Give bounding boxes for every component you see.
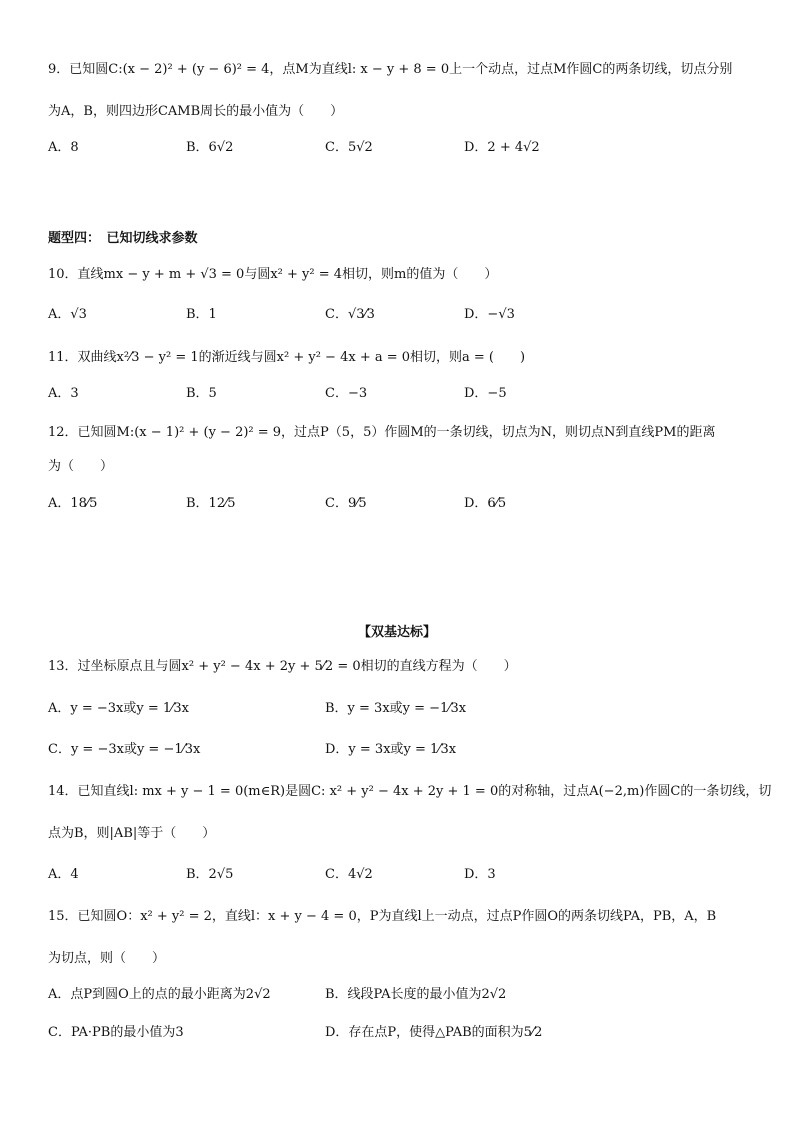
q14-options [48,866,768,896]
q15-option-a: A．点P到圆O上的点的最小距离为2√2 [48,987,271,1002]
q11-option-c: C．−3 [325,386,368,401]
q10-option-a: A．√3 [48,307,87,322]
q15-option-c: C．PA·PB的最小值为3 [48,1025,184,1040]
q10-option-c: C．√3⁄3 [325,307,375,322]
q9-option-b: B．6√2 [186,140,234,155]
q13-option-d: D．y = 3x或y = 1⁄3x [325,742,457,757]
q10-option-b: B．1 [186,307,217,322]
q14-option-c: C．4√2 [325,867,373,882]
q15-stem-line1: 15．已知圆O：x² + y² = 2，直线l：x + y − 4 = 0，P为直线l上一动点，过点P作圆O的两条切线PA，PB，A，B [48,909,717,924]
section-heading-basics: 【双基达标】 [357,625,436,640]
q12-option-b: B．12⁄5 [186,496,236,511]
q15-options-row1 [48,986,768,1016]
q9-options [48,139,768,169]
q9-option-a: A．8 [48,140,79,155]
q13-stem-line1: 13．过坐标原点且与圆x² + y² − 4x + 2y + 5⁄2 = 0相切的直线方程为（ ） [48,659,517,674]
q11-options [48,385,768,415]
q14-option-a: A．4 [48,867,79,882]
q11-option-a: A．3 [48,386,79,401]
q13-options-row1 [48,700,768,730]
q15-option-d: D．存在点P，使得△PAB的面积为5⁄2 [325,1025,543,1040]
q11-stem-line1: 11．双曲线x²⁄3 − y² = 1的渐近线与圆x² + y² − 4x + a = 0相切，则a = ( ) [48,350,526,365]
q14-stem-line2: 点为B，则|AB|等于（ ） [48,826,216,841]
q9-option-d: D．2 + 4√2 [464,140,540,155]
q9-stem-line2: 为A，B，则四边形CAMB周长的最小值为（ ） [48,104,344,119]
q13-option-c: C．y = −3x或y = −1⁄3x [48,742,201,757]
q13-option-b: B．y = 3x或y = −1⁄3x [325,701,467,716]
q9-option-c: C．5√2 [325,140,373,155]
q10-stem-line1: 10．直线mx − y + m + √3 = 0与圆x² + y² = 4相切，则m的值为（ ） [48,267,498,282]
q12-options [48,495,768,525]
q12-stem-line1: 12．已知圆M:(x − 1)² + (y − 2)² = 9，过点P（5，5）作圆M的一条切线，切点为N，则切点N到直线PM的距离 [48,425,716,440]
q14-option-d: D．3 [464,867,496,882]
q15-option-b: B．线段PA长度的最小值为2√2 [325,987,507,1002]
q9-stem-line1: 9．已知圆C:(x − 2)² + (y − 6)² = 4，点M为直线l: x − y + 8 = 0上一个动点，过点M作圆C的两条切线，切点分别 [48,62,733,77]
q14-option-b: B．2√5 [186,867,234,882]
q13-option-a: A．y = −3x或y = 1⁄3x [48,701,189,716]
q15-options-row2 [48,1024,768,1054]
q12-stem-line2: 为（ ） [48,459,114,474]
q10-options [48,306,768,336]
q12-option-a: A．18⁄5 [48,496,98,511]
section-heading-4: 题型四： 已知切线求参数 [48,231,198,246]
q12-option-d: D．6⁄5 [464,496,507,511]
q15-stem-line2: 为切点，则（ ） [48,951,166,966]
q11-option-b: B．5 [186,386,217,401]
q11-option-d: D．−5 [464,386,507,401]
q10-option-d: D．−√3 [464,307,515,322]
q13-options-row2 [48,741,768,771]
q12-option-c: C．9⁄5 [325,496,367,511]
q14-stem-line1: 14．已知直线l: mx + y − 1 = 0(m∈R)是圆C: x² + y² − 4x + 2y + 1 = 0的对称轴，过点A(−2,m)作圆C的一条切线，切 [48,784,772,799]
